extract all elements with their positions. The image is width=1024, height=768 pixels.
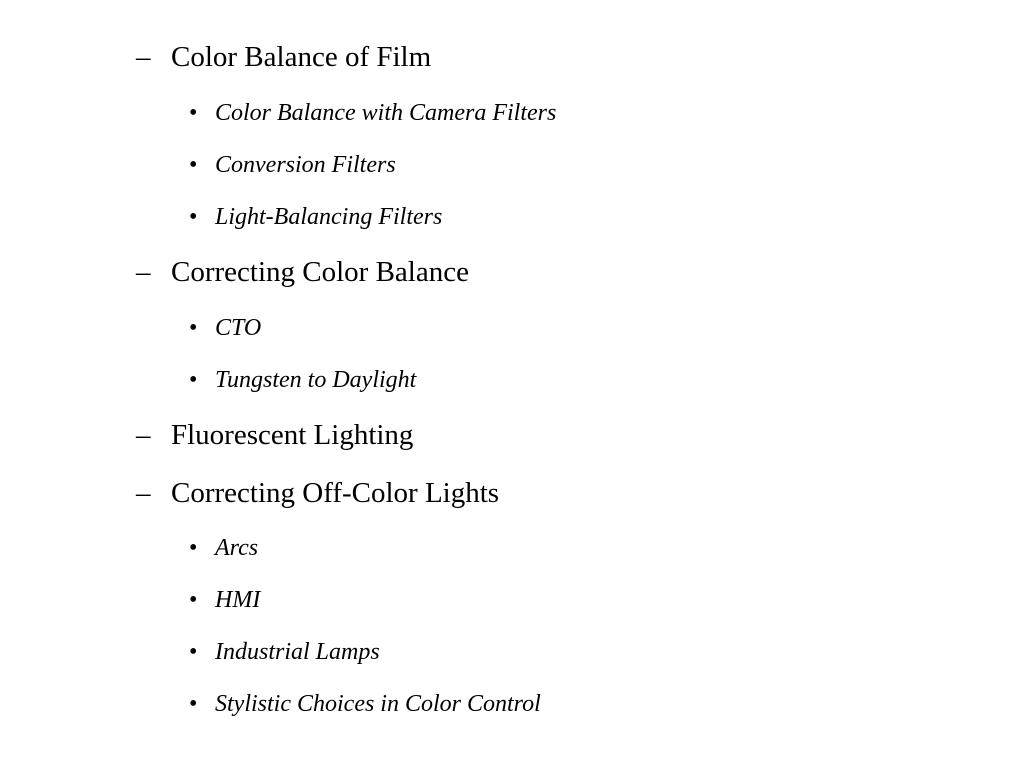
outline-subitem-label: HMI	[215, 587, 261, 613]
outline-item-color-balance-of-film	[0, 43, 900, 73]
outline-item-label: Fluorescent Lighting	[171, 419, 414, 451]
bullet-marker: •	[189, 535, 198, 561]
outline-item-label: Correcting Color Balance	[171, 256, 469, 288]
outline-subitem-stylistic-choices-in-color-control	[0, 692, 900, 718]
bullet-marker: •	[189, 587, 198, 613]
outline-subitem-conversion-filters	[0, 153, 900, 179]
dash-marker: –	[136, 477, 151, 509]
dash-marker: –	[136, 256, 151, 288]
outline-subitem-label: Conversion Filters	[215, 152, 396, 178]
outline-subitem-light-balancing-filters	[0, 205, 900, 231]
bullet-marker: •	[189, 315, 198, 341]
outline-subitem-label: Color Balance with Camera Filters	[215, 100, 557, 126]
outline-subitem-industrial-lamps	[0, 640, 900, 666]
outline-subitem-hmi	[0, 588, 900, 614]
bullet-marker: •	[189, 204, 198, 230]
outline-subitem-label: Industrial Lamps	[215, 639, 380, 665]
bullet-marker: •	[189, 639, 198, 665]
bullet-marker: •	[189, 100, 198, 126]
bullet-marker: •	[189, 367, 198, 393]
bullet-marker: •	[189, 152, 198, 178]
outline-subitem-label: Light-Balancing Filters	[215, 204, 443, 230]
outline-item-correcting-color-balance	[0, 258, 900, 288]
outline-item-label: Color Balance of Film	[171, 41, 432, 73]
outline-subitem-cto	[0, 316, 900, 342]
bullet-marker: •	[189, 691, 198, 717]
outline-subitem-label: Arcs	[215, 535, 259, 561]
outline-subitem-arcs	[0, 536, 900, 562]
outline-subitem-color-balance-with-camera-filters	[0, 101, 900, 127]
dash-marker: –	[136, 41, 151, 73]
dash-marker: –	[136, 419, 151, 451]
outline-item-label: Correcting Off-Color Lights	[171, 477, 500, 509]
outline-subitem-label: Tungsten to Daylight	[215, 367, 417, 393]
outline-item-correcting-off-color-lights	[0, 479, 900, 509]
outline-subitem-tungsten-to-daylight	[0, 368, 900, 394]
outline-subitem-label: CTO	[215, 315, 262, 341]
outline-subitem-label: Stylistic Choices in Color Control	[215, 691, 541, 717]
outline-item-fluorescent-lighting	[0, 421, 900, 451]
